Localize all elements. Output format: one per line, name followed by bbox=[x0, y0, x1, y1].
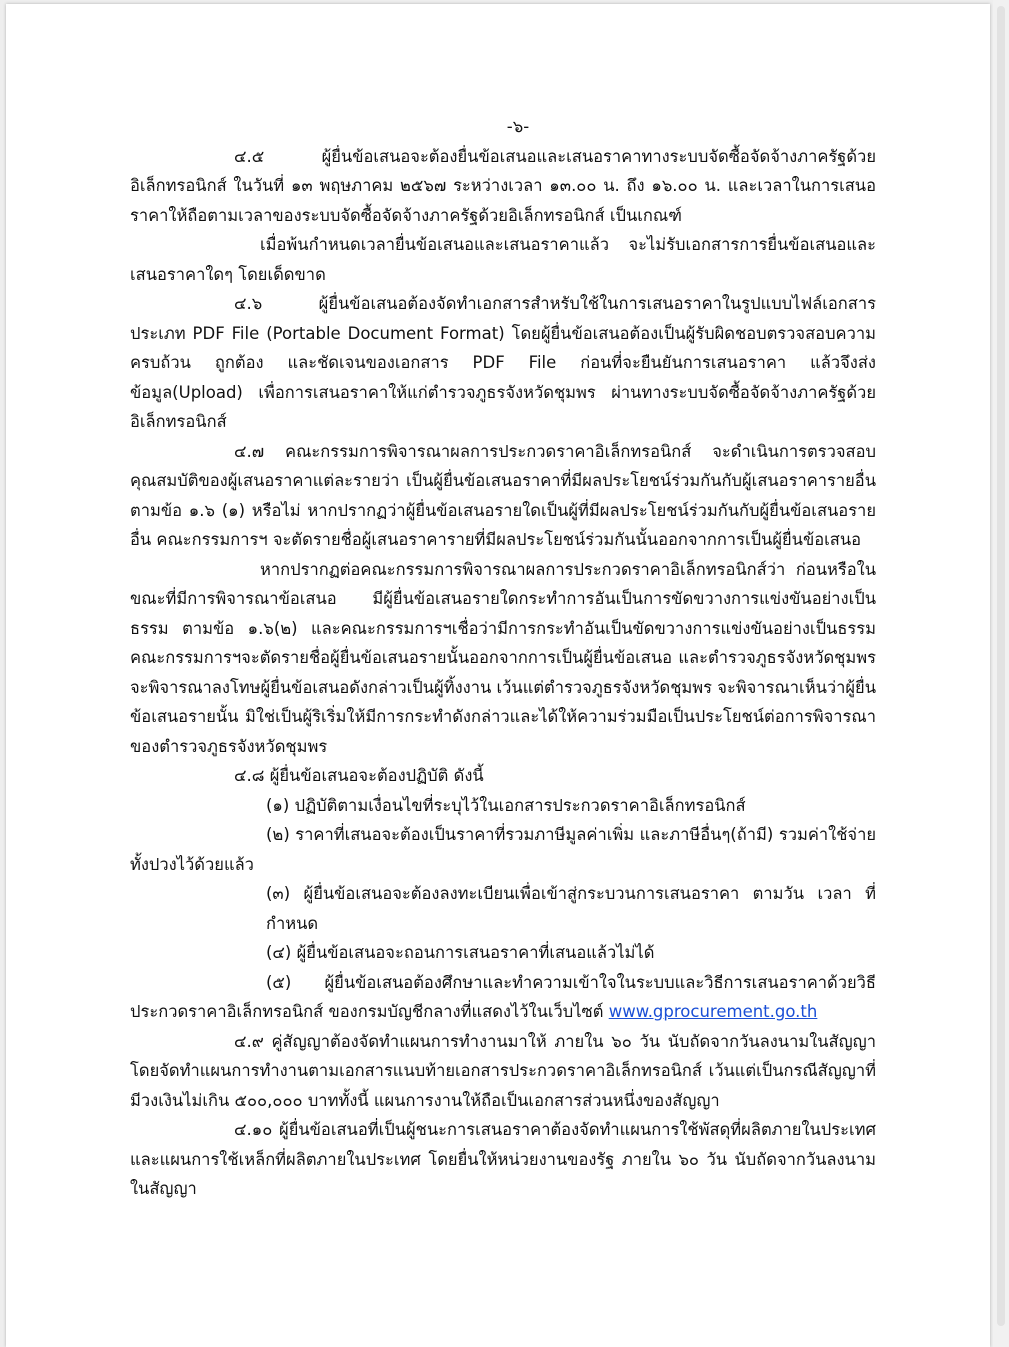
clause-4-8-item-5 bbox=[130, 968, 876, 1027]
clause-4-7-continuation: หากปรากฏต่อคณะกรรมการพิจารณาผลการประกวดราคาอิเล็กทรอนิกส์ว่า ก่อนหรือในขณะที่มีการพิจารณาข้อเสนอ มีผู้ยื่นข้อเสนอรายใดกระทำการอันเป็นการขัดขวางการแข่งขันอย่างเป็นธรรม ตามข้อ ๑.๖(๒) และคณะกรรมการฯเชื่อว่ามีการกระทำอันเป็นขัดขวางการแข่งขันอย่างเป็นธรรม คณะกรรมการฯจะตัดรายชื่อผู้ยื่นข้อเสนอรายนั้นออกจากการเป็นผู้ยื่นข้อเสนอ และตำรวจภูธรจังหวัดชุมพร จะพิจารณาลงโทษผู้ยื่นข้อเสนอดังกล่าวเป็นผู้ทิ้งงาน เว้นแต่ตำรวจภูธรจังหวัดชุมพร จะพิจารณาเห็นว่าผู้ยื่นข้อเสนอรายนั้น มิใช่เป็นผู้ริเริ่มให้มีการกระทำดังกล่าวและได้ให้ความร่วมมือเป็นประโยชน์ต่อการพิจารณาของตำรวจภูธรจังหวัดชุมพร bbox=[130, 559, 876, 756]
gprocurement-link[interactable]: www.gprocurement.go.th bbox=[608, 1002, 818, 1021]
clause-4-5: ๔.๕ ผู้ยื่นข้อเสนอจะต้องยื่นข้อเสนอและเสนอราคาทางระบบจัดซื้อจัดจ้างภาครัฐด้วยอิเล็กทรอนิกส์ ในวันที่ ๑๓ พฤษภาคม ๒๕๖๗ ระหว่างเวลา ๑๓.๐๐ น. ถึง ๑๖.๐๐ น. และเวลาในการเสนอราคาให้ถือตามเวลาของระบบจัดซื้อจัดจ้างภาครัฐด้วยอิเล็กทรอนิกส์ เป็นเกณฑ์ bbox=[130, 146, 876, 225]
scrollbar-thumb[interactable] bbox=[997, 6, 1005, 1326]
clause-4-8-item-4: (๔) ผู้ยื่นข้อเสนอจะถอนการเสนอราคาที่เสนอแล้วไม่ได้ bbox=[266, 943, 655, 962]
clause-4-8: ๔.๘ ผู้ยื่นข้อเสนอจะต้องปฏิบัติ ดังนี้ bbox=[234, 766, 484, 785]
clause-4-10: ๔.๑๐ ผู้ยื่นข้อเสนอที่เป็นผู้ชนะการเสนอราคาต้องจัดทำแผนการใช้พัสดุที่ผลิตภายในประเทศและแผนการใช้เหล็กที่ผลิตภายในประเทศ โดยยื่นให้หน่วยงานของรัฐ ภายใน ๖๐ วัน นับถัดจากวันลงนามในสัญญา bbox=[130, 1120, 876, 1198]
document-page bbox=[6, 4, 990, 1347]
clause-4-5-continuation: เมื่อพ้นกำหนดเวลายื่นข้อเสนอและเสนอราคาแล้ว จะไม่รับเอกสารการยื่นข้อเสนอและเสนอราคาใดๆ โดยเด็ดขาด bbox=[130, 235, 876, 284]
clause-4-8-item-3: (๓) ผู้ยื่นข้อเสนอจะต้องลงทะเบียนเพื่อเข้าสู่กระบวนการเสนอราคา ตามวัน เวลา ที่กำหนด bbox=[266, 884, 876, 933]
clause-4-9: ๔.๙ คู่สัญญาต้องจัดทำแผนการทำงานมาให้ ภายใน ๖๐ วัน นับถัดจากวันลงนามในสัญญา โดยจัดทำแผนการทำงานตามเอกสารแนบท้ายเอกสารประกวดราคาอิเล็กทรอนิกส์ เว้นแต่เป็นกรณีสัญญาที่มีวงเงินไม่เกิน ๕๐๐,๐๐๐ บาททั้งนี้ แผนการงานให้ถือเป็นเอกสารส่วนหนึ่งของสัญญา bbox=[130, 1031, 876, 1110]
clause-4-6: ๔.๖ ผู้ยื่นข้อเสนอต้องจัดทำเอกสารสำหรับใช้ในการเสนอราคาในรูปแบบไฟล์เอกสารประเภท PDF File (Portable Document Format) โดยผู้ยื่นข้อเสนอต้องเป็นผู้รับผิดชอบตรวจสอบความครบถ้วน ถูกต้อง และชัดเจนของเอกสาร PDF File ก่อนที่จะยืนยันการเสนอราคา แล้วจึงส่งข้อมูล(Upload) เพื่อการเสนอราคาให้แก่ตำรวจภูธรจังหวัดชุมพร ผ่านทางระบบจัดซื้อจัดจ้างภาครัฐด้วยอิเล็กทรอนิกส์ bbox=[130, 294, 876, 431]
clause-4-8-item-2: (๒) ราคาที่เสนอจะต้องเป็นราคาที่รวมภาษีมูลค่าเพิ่ม และภาษีอื่นๆ(ถ้ามี) รวมค่าใช้จ่ายทั้งปวงไว้ด้วยแล้ว bbox=[130, 825, 876, 874]
clause-4-8-item-5-text: (๕) ผู้ยื่นข้อเสนอต้องศึกษาและทำความเข้าใจในระบบและวิธีการเสนอราคาด้วยวิธีประกวดราคาอิเล็กทรอนิกส์ ของกรมบัญชีกลางที่แสดงไว้ในเว็บไซต์ bbox=[130, 972, 876, 1021]
page-number: -๖- bbox=[506, 117, 530, 136]
clause-4-8-item-1: (๑) ปฏิบัติตามเงื่อนไขที่ระบุไว้ในเอกสารประกวดราคาอิเล็กทรอนิกส์ bbox=[266, 795, 746, 815]
clause-4-7: ๔.๗ คณะกรรมการพิจารณาผลการประกวดราคาอิเล็กทรอนิกส์ จะดำเนินการตรวจสอบคุณสมบัติของผู้เสนอราคาแต่ละรายว่า เป็นผู้ยื่นข้อเสนอราคาที่มีผลประโยชน์ร่วมกันกับผู้เสนอราคารายอื่น ตามข้อ ๑.๖ (๑) หรือไม่ หากปรากฏว่าผู้ยื่นข้อเสนอรายใดเป็นผู้ที่มีผลประโยชน์ร่วมกันกับผู้ยื่นข้อเสนอรายอื่น คณะกรรมการฯ จะตัดรายชื่อผู้เสนอราคารายที่มีผลประโยชน์ร่วมกันนั้นออกจากการเป็นผู้ยื่นข้อเสนอ bbox=[130, 441, 876, 549]
vertical-scrollbar[interactable] bbox=[993, 0, 1009, 1347]
page-content bbox=[130, 112, 876, 1204]
